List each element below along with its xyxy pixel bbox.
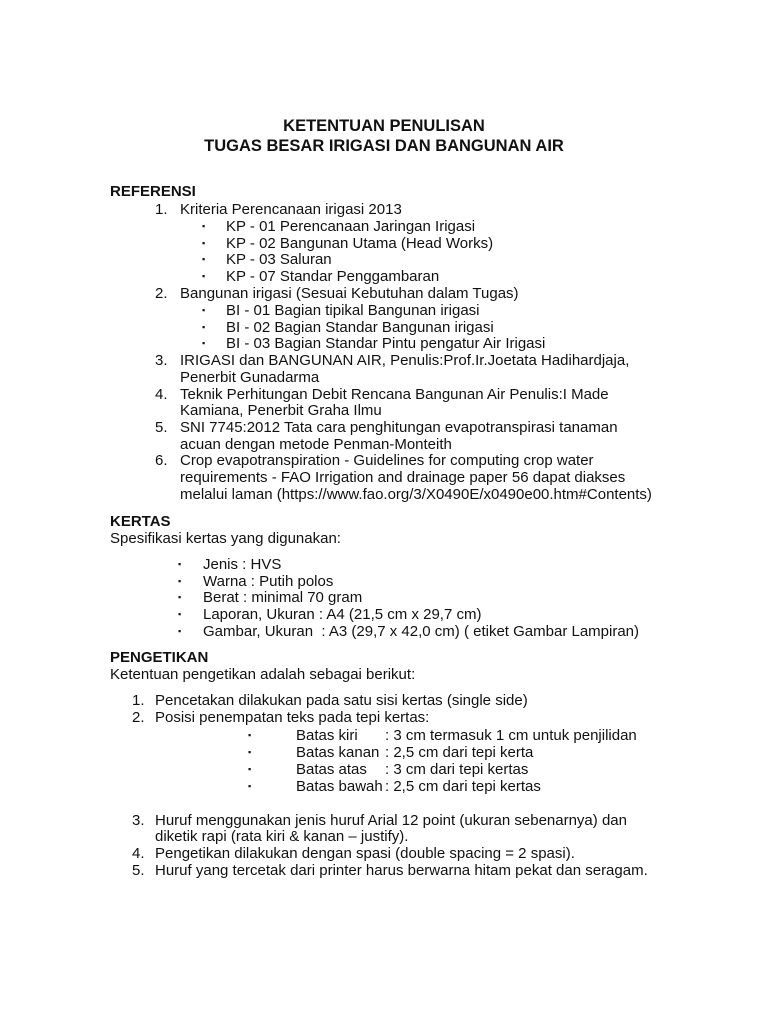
list-number: 1. [132, 692, 145, 709]
list-item-line: Kamiana, Penerbit Graha Ilmu [180, 402, 382, 419]
bullet-icon: ▪ [248, 764, 252, 774]
list-number: 2. [155, 285, 168, 302]
doc-title-line1: KETENTUAN PENULISAN [283, 117, 485, 135]
list-item-line: SNI 7745:2012 Tata cara penghitungan evapotranspirasi tanaman [180, 419, 618, 436]
list-item-line: Penerbit Gunadarma [180, 369, 320, 386]
section-heading-referensi: REFERENSI [110, 183, 196, 200]
list-number: 4. [155, 386, 168, 403]
bullet-icon: ▪ [202, 305, 206, 315]
margin-label: Batas kanan [296, 744, 380, 761]
bullet-icon: ▪ [202, 238, 206, 248]
list-item: Gambar, Ukuran : A3 (29,7 x 42,0 cm) ( etiket Gambar Lampiran) [203, 623, 640, 640]
list-number: 3. [132, 812, 145, 829]
list-number: 3. [155, 352, 168, 369]
margin-label: Batas kiri [296, 727, 358, 744]
bullet-icon: ▪ [178, 609, 182, 619]
list-item: Laporan, Ukuran : A4 (21,5 cm x 29,7 cm) [203, 606, 482, 623]
list-item-line: melalui laman (https://www.fao.org/3/X0490E/x0490e00.htm#Contents) [180, 486, 652, 503]
doc-title-line2: TUGAS BESAR IRIGASI DAN BANGUNAN AIR [204, 137, 564, 155]
section-intro: Ketentuan pengetikan adalah sebagai berikut: [110, 666, 416, 683]
list-item: Huruf yang tercetak dari printer harus berwarna hitam pekat dan seragam. [155, 862, 648, 879]
list-item: Posisi penempatan teks pada tepi kertas: [155, 709, 430, 726]
sub-list-item: KP - 07 Standar Penggambaran [226, 268, 440, 285]
list-item-line: Crop evapotranspiration - Guidelines for computing crop water [180, 452, 594, 469]
list-number: 4. [132, 845, 145, 862]
margin-value: : 3 cm dari tepi kertas [385, 761, 529, 778]
margin-value: : 3 cm termasuk 1 cm untuk penjilidan [385, 727, 637, 744]
section-heading-pengetikan: PENGETIKAN [110, 649, 209, 666]
bullet-icon: ▪ [178, 559, 182, 569]
bullet-icon: ▪ [248, 730, 252, 740]
list-item-line: requirements - FAO Irrigation and drainage paper 56 dapat diakses [180, 469, 626, 486]
bullet-icon: ▪ [178, 626, 182, 636]
section-heading-kertas: KERTAS [110, 513, 171, 530]
list-item: Bangunan irigasi (Sesuai Kebutuhan dalam Tugas) [180, 285, 519, 302]
list-item-line: IRIGASI dan BANGUNAN AIR, Penulis:Prof.Ir.Joetata Hadihardjaja, [180, 352, 630, 369]
list-number: 6. [155, 452, 168, 469]
list-item: Berat : minimal 70 gram [203, 589, 363, 606]
bullet-icon: ▪ [178, 576, 182, 586]
margin-label: Batas bawah [296, 778, 383, 795]
list-number: 5. [155, 419, 168, 436]
sub-list-item: BI - 01 Bagian tipikal Bangunan irigasi [226, 302, 480, 319]
list-item: Pencetakan dilakukan pada satu sisi kertas (single side) [155, 692, 528, 709]
margin-label: Batas atas [296, 761, 367, 778]
bullet-icon: ▪ [248, 781, 252, 791]
bullet-icon: ▪ [178, 592, 182, 602]
bullet-icon: ▪ [248, 747, 252, 757]
list-number: 1. [155, 201, 168, 218]
list-item-line: acuan dengan metode Penman-Monteith [180, 436, 452, 453]
margin-value: : 2,5 cm dari tepi kerta [385, 744, 534, 761]
list-item: Warna : Putih polos [203, 573, 334, 590]
sub-list-item: KP - 03 Saluran [226, 251, 332, 268]
bullet-icon: ▪ [202, 271, 206, 281]
bullet-icon: ▪ [202, 338, 206, 348]
list-item-line: Huruf menggunakan jenis huruf Arial 12 point (ukuran sebenarnya) dan [155, 812, 627, 829]
list-item: Pengetikan dilakukan dengan spasi (double spacing = 2 spasi). [155, 845, 575, 862]
bullet-icon: ▪ [202, 221, 206, 231]
list-item-line: Teknik Perhitungan Debit Rencana Bangunan Air Penulis:I Made [180, 386, 609, 403]
list-item: Jenis : HVS [203, 556, 282, 573]
list-number: 5. [132, 862, 145, 879]
list-item-line: diketik rapi (rata kiri & kanan – justify). [155, 828, 409, 845]
bullet-icon: ▪ [202, 254, 206, 264]
list-item: Kriteria Perencanaan irigasi 2013 [180, 201, 402, 218]
list-number: 2. [132, 709, 145, 726]
sub-list-item: KP - 02 Bangunan Utama (Head Works) [226, 235, 494, 252]
margin-value: : 2,5 cm dari tepi kertas [385, 778, 541, 795]
bullet-icon: ▪ [202, 322, 206, 332]
sub-list-item: KP - 01 Perencanaan Jaringan Irigasi [226, 218, 476, 235]
sub-list-item: BI - 02 Bagian Standar Bangunan irigasi [226, 319, 494, 336]
section-intro: Spesifikasi kertas yang digunakan: [110, 530, 341, 547]
sub-list-item: BI - 03 Bagian Standar Pintu pengatur Air Irigasi [226, 335, 546, 352]
